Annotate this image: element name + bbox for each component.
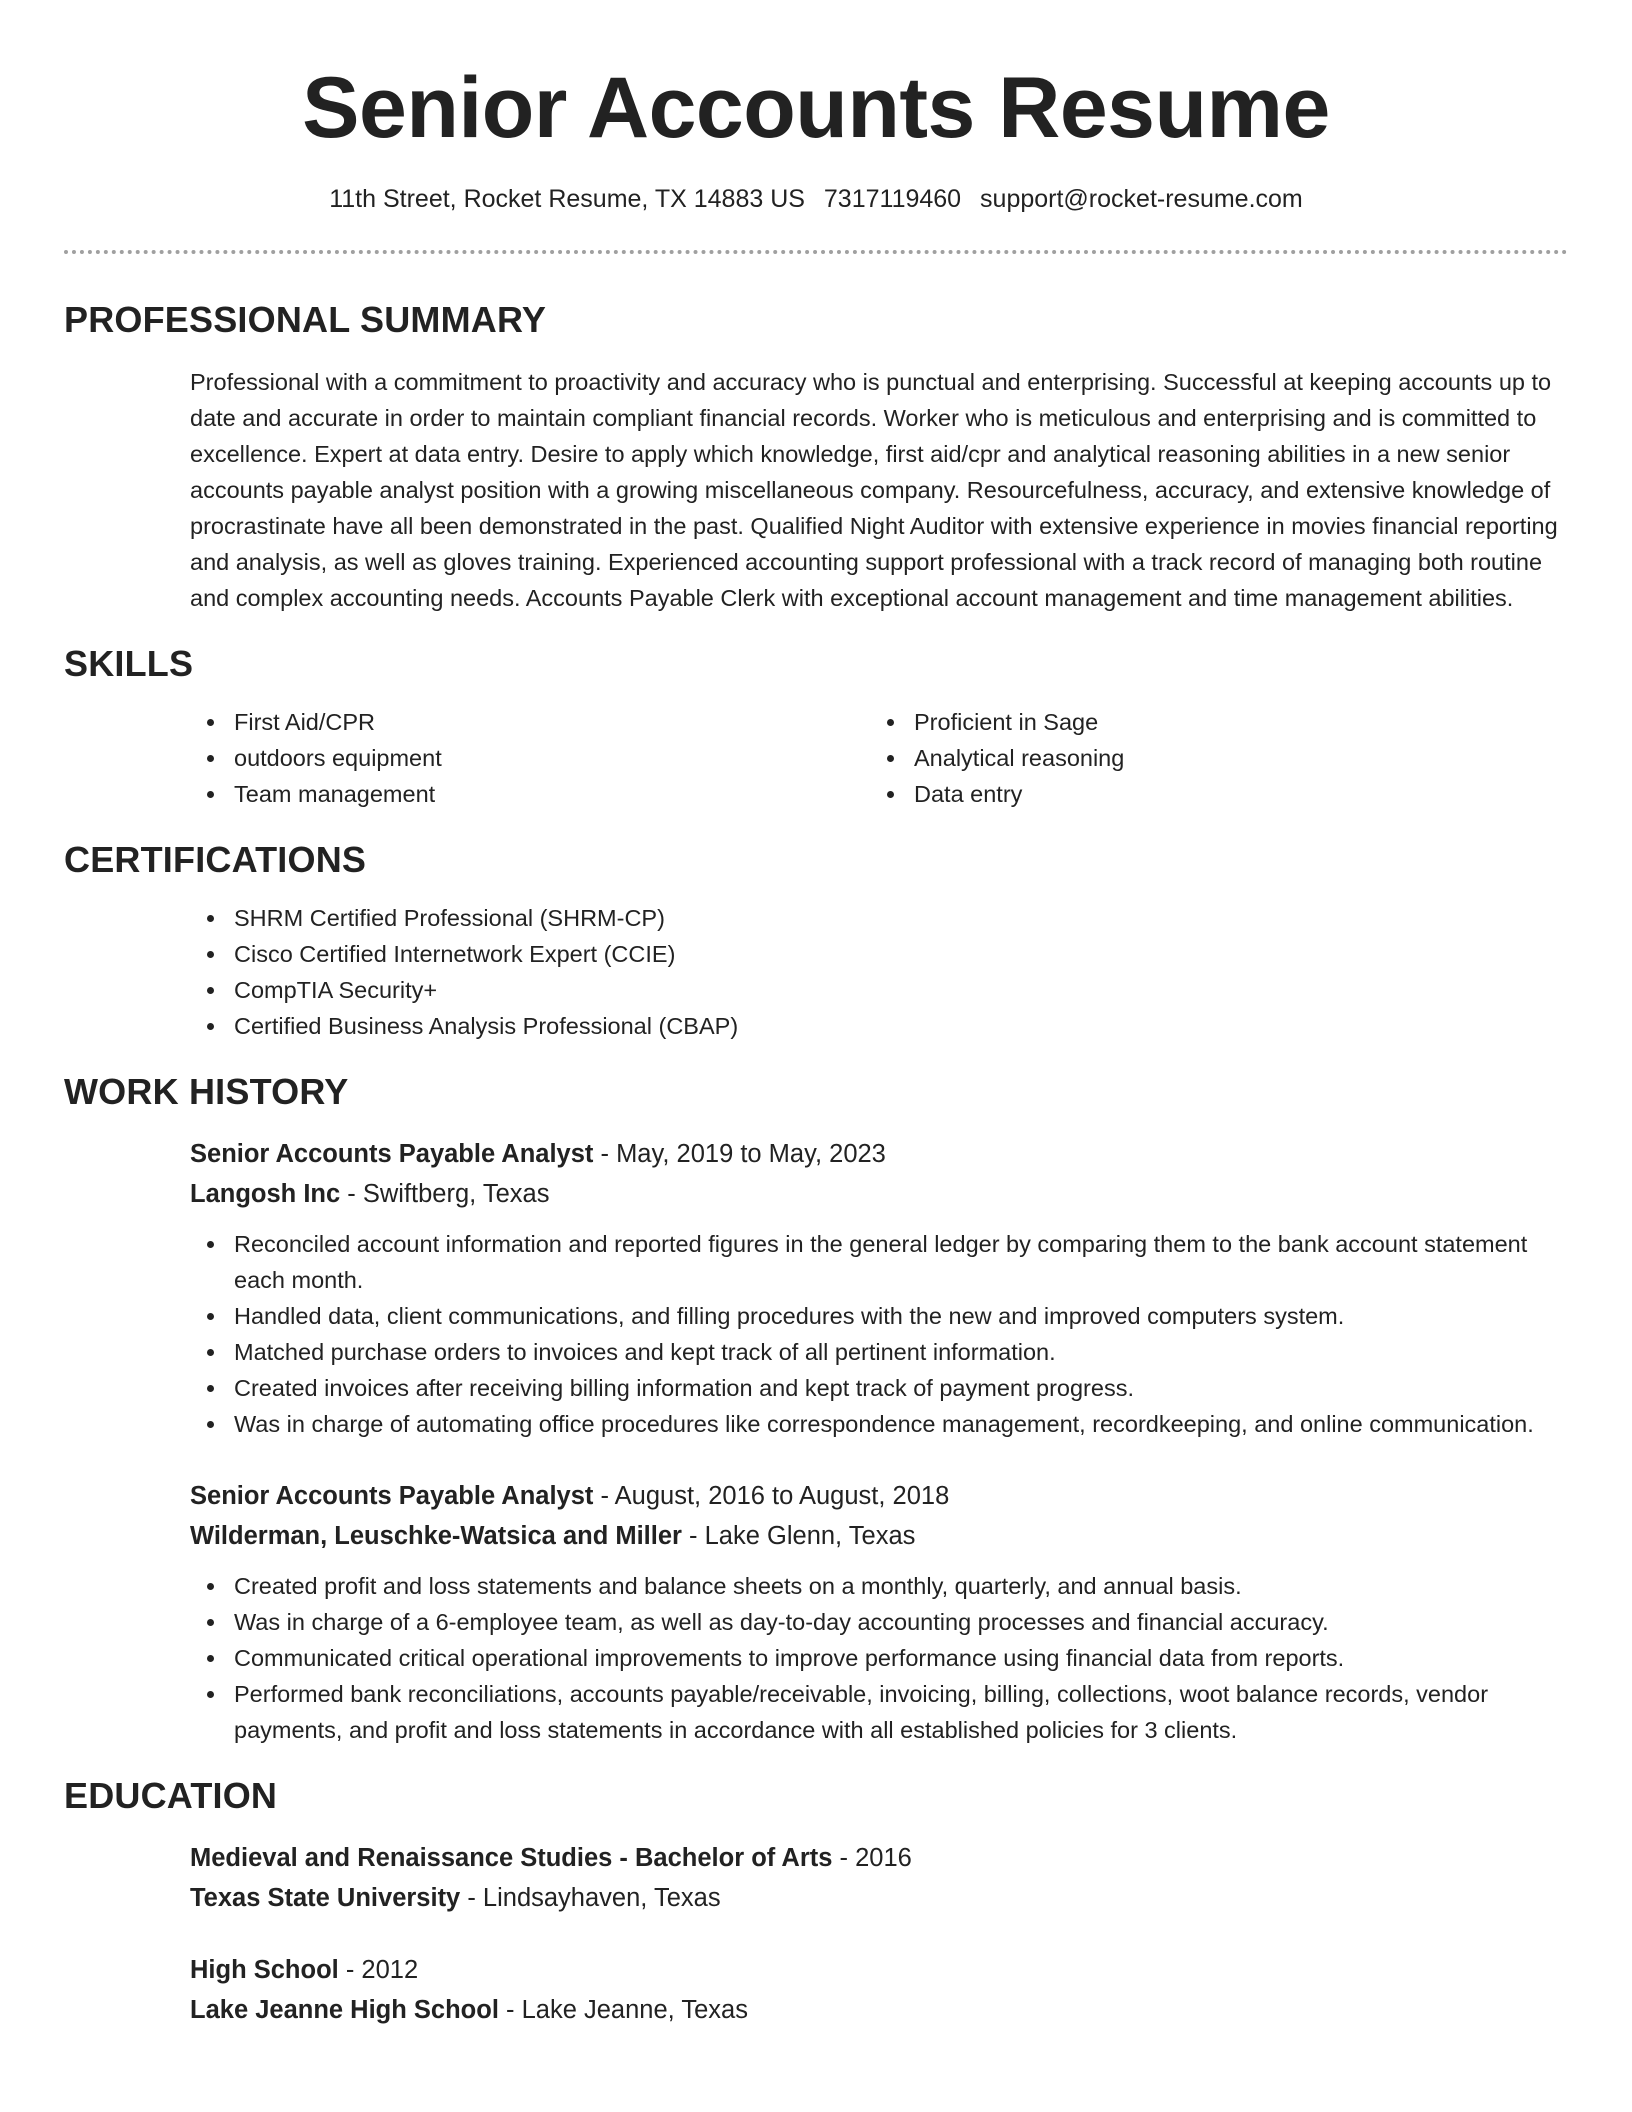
skills-list-right	[870, 704, 1550, 812]
job-bullet: Matched purchase orders to invoices and kept track of all pertinent information.	[190, 1334, 1568, 1370]
job-bullet: Was in charge of automating office procedures like correspondence management, recordkeeping, and online communication.	[190, 1406, 1568, 1442]
degree-name: High School	[190, 1956, 339, 1984]
job-bullet: Handled data, client communications, and filling procedures with the new and improved computers system.	[190, 1298, 1568, 1334]
job-bullet: Created profit and loss statements and balance sheets on a monthly, quarterly, and annual basis.	[190, 1568, 1568, 1604]
phone-text: 7317119460	[823, 185, 962, 213]
summary-section	[64, 298, 1568, 616]
job-entry	[190, 1476, 1568, 1748]
school-name: Texas State University	[190, 1884, 461, 1912]
skill-item: Proficient in Sage	[870, 704, 1550, 740]
work-history-heading: WORK HISTORY	[64, 1071, 349, 1112]
school-line	[190, 1990, 1568, 2030]
job-bullet: Was in charge of a 6-employee team, as well as day-to-day accounting processes and financial accuracy.	[190, 1604, 1568, 1640]
skills-heading: SKILLS	[64, 643, 194, 684]
job-title: Senior Accounts Payable Analyst	[190, 1140, 594, 1168]
education-heading: EDUCATION	[64, 1775, 278, 1816]
certification-item: Certified Business Analysis Professional (CBAP)	[190, 1008, 1568, 1044]
degree-name: Medieval and Renaissance Studies - Bachelor of Arts	[190, 1844, 833, 1872]
skill-item: Team management	[190, 776, 870, 812]
job-bullets	[190, 1226, 1568, 1442]
job-dates: - May, 2019 to May, 2023	[593, 1140, 886, 1168]
job-bullet: Reconciled account information and reported figures in the general ledger by comparing them to the bank account statement each month.	[190, 1226, 1568, 1298]
education-entry	[190, 1838, 1568, 1918]
degree-line	[190, 1950, 1568, 1990]
resume-title: Senior Accounts Resume	[302, 60, 1330, 156]
certification-item: Cisco Certified Internetwork Expert (CCIE)	[190, 936, 1568, 972]
job-company: Wilderman, Leuschke-Watsica and Miller	[190, 1522, 682, 1550]
job-location: - Swiftberg, Texas	[340, 1180, 550, 1208]
work-history-section	[64, 1070, 1568, 1748]
school-location: - Lake Jeanne, Texas	[498, 1996, 748, 2024]
contact-line	[64, 182, 1568, 216]
skills-list-left	[190, 704, 870, 812]
skill-item: First Aid/CPR	[190, 704, 870, 740]
summary-text: Professional with a commitment to proactivity and accuracy who is punctual and enterprising. Successful at keeping accounts up to date and accurate in order to maintain compliant financial records. Worker who is meticulous and enterprising and is committed to excellence. Expert at data entry. Desire to apply which knowledge, first aid/cpr and analytical reasoning abilities in a new senior accounts payable analyst position with a growing miscellaneous company. Resourcefulness, accuracy, and extensive knowledge of procrastinate have all been demonstrated in the past. Qualified Night Auditor with extensive experience in movies financial reporting and analysis, as well as gloves training. Experienced accounting support professional with a track record of managing both routine and complex accounting needs. Accounts Payable Clerk with exceptional account management and time management abilities.	[190, 369, 1558, 611]
skill-item: outdoors equipment	[190, 740, 870, 776]
job-bullet: Communicated critical operational improvements to improve performance using financial data from reports.	[190, 1640, 1568, 1676]
job-location: - Lake Glenn, Texas	[681, 1522, 916, 1550]
school-location: - Lindsayhaven, Texas	[460, 1884, 721, 1912]
degree-year: - 2012	[338, 1956, 419, 1984]
email-text: support@rocket-resume.com	[980, 185, 1303, 213]
skill-item: Data entry	[870, 776, 1550, 812]
skills-grid	[190, 704, 1568, 812]
job-dates: - August, 2016 to August, 2018	[593, 1482, 950, 1510]
school-name: Lake Jeanne High School	[190, 1996, 499, 2024]
degree-year: - 2016	[832, 1844, 912, 1872]
certification-item: SHRM Certified Professional (SHRM-CP)	[190, 900, 1568, 936]
certification-item: CompTIA Security+	[190, 972, 1568, 1008]
job-company-line	[190, 1174, 1568, 1214]
school-line	[190, 1878, 1568, 1918]
job-company: Langosh Inc	[190, 1180, 341, 1208]
job-bullet: Created invoices after receiving billing information and kept track of payment progress.	[190, 1370, 1568, 1406]
job-bullets	[190, 1568, 1568, 1748]
job-bullet: Performed bank reconciliations, accounts payable/receivable, invoicing, billing, collections, woot balance records, vendor payments, and profit and loss statements in accordance with all established policies for 3 clients.	[190, 1676, 1568, 1748]
job-title-line	[190, 1134, 1568, 1174]
job-company-line	[190, 1516, 1568, 1556]
job-title: Senior Accounts Payable Analyst	[190, 1482, 594, 1510]
job-entry	[190, 1134, 1568, 1442]
skill-item: Analytical reasoning	[870, 740, 1550, 776]
certifications-section	[64, 838, 1568, 1044]
certifications-list	[190, 900, 1568, 1044]
job-title-line	[190, 1476, 1568, 1516]
skills-section	[64, 642, 1568, 812]
degree-line	[190, 1838, 1568, 1878]
certifications-heading: CERTIFICATIONS	[64, 839, 367, 880]
header-divider	[64, 250, 1568, 254]
address-text: 11th Street, Rocket Resume, TX 14883 US	[329, 185, 805, 213]
summary-heading: PROFESSIONAL SUMMARY	[64, 299, 547, 340]
education-entry	[190, 1950, 1568, 2030]
education-section	[64, 1774, 1568, 2030]
